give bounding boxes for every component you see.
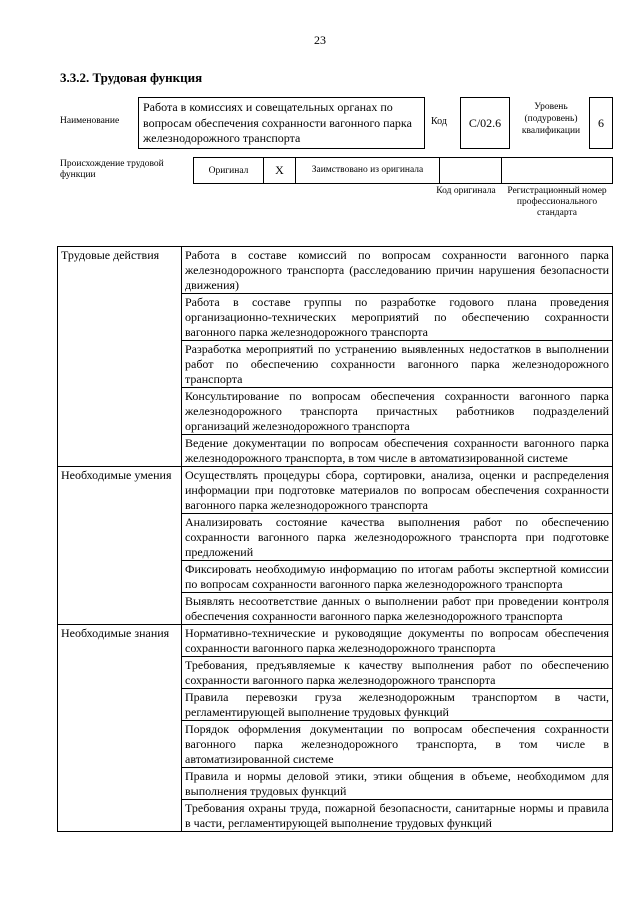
function-name-value: Работа в комиссиях и совещательных органах по вопросам обеспечения сохранности вагонного парка железнодорожного транспорта (138, 97, 425, 149)
original-mark: X (264, 158, 296, 183)
table-row (58, 247, 613, 294)
category-required-knowledge: Необходимые знания (58, 625, 182, 832)
function-details-table (57, 246, 613, 832)
list-item: Требования, предъявляемые к качеству выполнения работ по обеспечению сохранности вагонного парка железнодорожного транспорта (182, 657, 613, 689)
list-item: Работа в составе комиссий по вопросам сохранности вагонного парка железнодорожного транспорта (расследованию причин нарушения безопасности движения) (182, 247, 613, 294)
origin-row (193, 157, 613, 184)
registration-number-label: Регистрационный номер профессионального стандарта (507, 186, 607, 218)
list-item: Фиксировать необходимую информацию по итогам работы экспертной комиссии по вопросам сохранности вагонного парка железнодорожного транспорта (182, 561, 613, 593)
original-label: Оригинал (194, 158, 264, 183)
qualification-level-label: Уровень (подуровень) квалификации (521, 102, 581, 136)
origin-label: Происхождение трудовой функции (60, 159, 164, 180)
code-original-label: Код оригинала (436, 186, 496, 196)
list-item: Выявлять несоответствие данных о выполнении работ при проведении контроля обеспечения сохранности вагонного парка железнодорожного транспорта (182, 593, 613, 625)
name-label: Наименование (60, 116, 120, 126)
list-item: Осуществлять процедуры сбора, сортировки, анализа, оценки и распределения информации при подготовке материалов по вопросам обеспечения сохранности вагонного парка железнодорожного транспорта (182, 467, 613, 514)
borrowed-label: Заимствовано из оригинала (296, 158, 440, 183)
section-title: 3.3.2. Трудовая функция (60, 70, 203, 85)
list-item: Ведение документации по вопросам обеспечения сохранности вагонного парка железнодорожного транспорта, в том числе в автоматизированной системе (182, 435, 613, 467)
table-row (58, 467, 613, 514)
table-row (58, 625, 613, 657)
reg-number-cell (502, 158, 614, 183)
list-item: Работа в составе группы по разработке годового плана проведения организационно-технических мероприятий по обеспечению сохранности вагонного парка железнодорожного транспорта (182, 294, 613, 341)
list-item: Разработка мероприятий по устранению выявленных недостатков в выполнении работ по обеспечению сохранности вагонного парка железнодорожного транспорта (182, 341, 613, 388)
function-code-value: C/02.6 (460, 97, 510, 149)
code-original-cell (440, 158, 502, 183)
list-item: Консультирование по вопросам обеспечения сохранности вагонного парка железнодорожного транспорта причастных работников подразделений организаций железнодорожного транспорта (182, 388, 613, 435)
list-item: Правила перевозки груза железнодорожным транспортом в части, регламентирующей выполнение трудовых функций (182, 689, 613, 721)
list-item: Требования охраны труда, пожарной безопасности, санитарные нормы и правила в части, регламентирующей выполнение трудовых функций (182, 800, 613, 832)
category-labor-actions: Трудовые действия (58, 247, 182, 467)
category-required-skills: Необходимые умения (58, 467, 182, 625)
page-number: 23 (314, 33, 326, 47)
qualification-level-value: 6 (589, 97, 613, 149)
code-label: Код (431, 116, 447, 127)
list-item: Порядок оформления документации по вопросам обеспечения сохранности вагонного парка железнодорожного транспорта, в том числе в автоматизированной системе (182, 721, 613, 768)
list-item: Анализировать состояние качества выполнения работ по обеспечению сохранности вагонного парка железнодорожного транспорта при подготовке предложений (182, 514, 613, 561)
list-item: Правила и нормы деловой этики, этики общения в объеме, необходимом для выполнения трудовых функций (182, 768, 613, 800)
list-item: Нормативно-технические и руководящие документы по вопросам обеспечения сохранности вагонного парка железнодорожного транспорта (182, 625, 613, 657)
